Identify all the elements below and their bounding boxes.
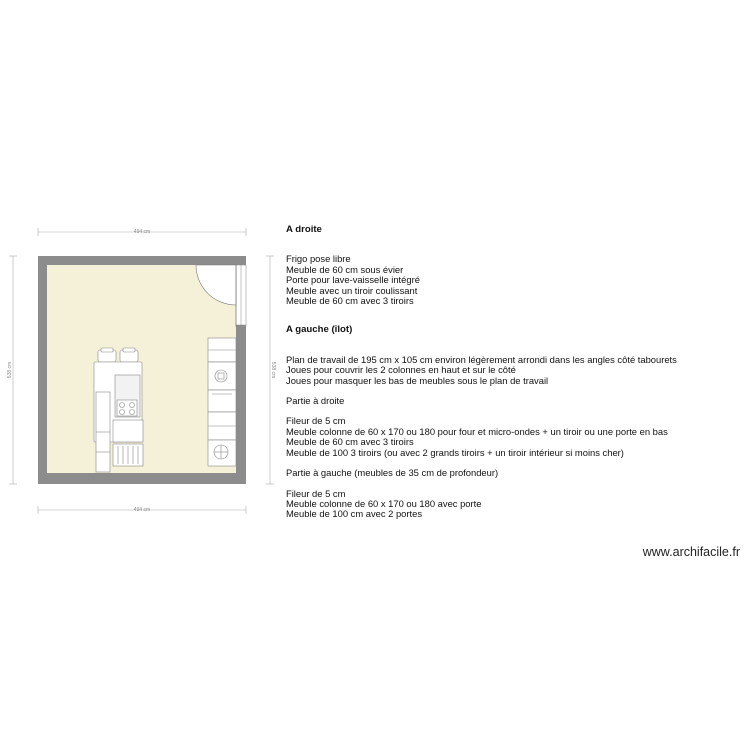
note-line: Meuble de 60 cm sous évier (286, 263, 404, 275)
note-line: Fileur de 5 cm (286, 415, 346, 427)
note-line: Meuble de 100 3 tiroirs (ou avec 2 grands tiroirs + un tiroir intérieur si moins cher) (286, 446, 624, 458)
note-line: Meuble colonne de 60 x 170 ou 180 avec porte (286, 497, 482, 509)
note-line: Meuble de 60 cm avec 3 tiroirs (286, 295, 414, 307)
note-line: Fileur de 5 cm (286, 487, 346, 499)
partie-gauche-title: Partie à gauche (meubles de 35 cm de profondeur) (286, 467, 499, 479)
note-line: Joues pour masquer les bas de meubles sous le plan de travail (286, 374, 549, 386)
note-line: Meuble de 100 cm avec 2 portes (286, 508, 423, 520)
dim-top: 494 cm (133, 229, 151, 235)
note-line: Meuble avec un tiroir coulissant (286, 284, 418, 296)
right-units (208, 338, 236, 466)
note-line: Porte pour lave-vaisselle intégré (286, 274, 420, 286)
partie-droite-title: Partie à droite (286, 395, 345, 407)
note-line: Plan de travail de 195 cm x 105 cm environ légèrement arrondi dans les angles côté tabourets (286, 353, 677, 365)
specification-notes (286, 225, 746, 520)
note-line: Meuble de 60 cm avec 3 tiroirs (286, 436, 414, 448)
dim-left: 538 cm (7, 361, 13, 379)
a-droite-title: A droite (286, 224, 322, 235)
window (236, 265, 246, 325)
dim-right: 538 cm (270, 361, 276, 379)
a-gauche-title: A gauche (îlot) (286, 324, 353, 336)
note-line: Joues pour couvrir les 2 colonnes en haut et sur le côté (286, 364, 516, 376)
floor-plan (0, 0, 285, 520)
note-line: Frigo pose libre (286, 253, 351, 265)
watermark: www.archifacile.fr (642, 545, 740, 559)
dim-bottom: 494 cm (133, 507, 151, 513)
note-line: Meuble colonne de 60 x 170 ou 180 pour four et micro-ondes + un tiroir ou une porte en bas (286, 425, 668, 437)
